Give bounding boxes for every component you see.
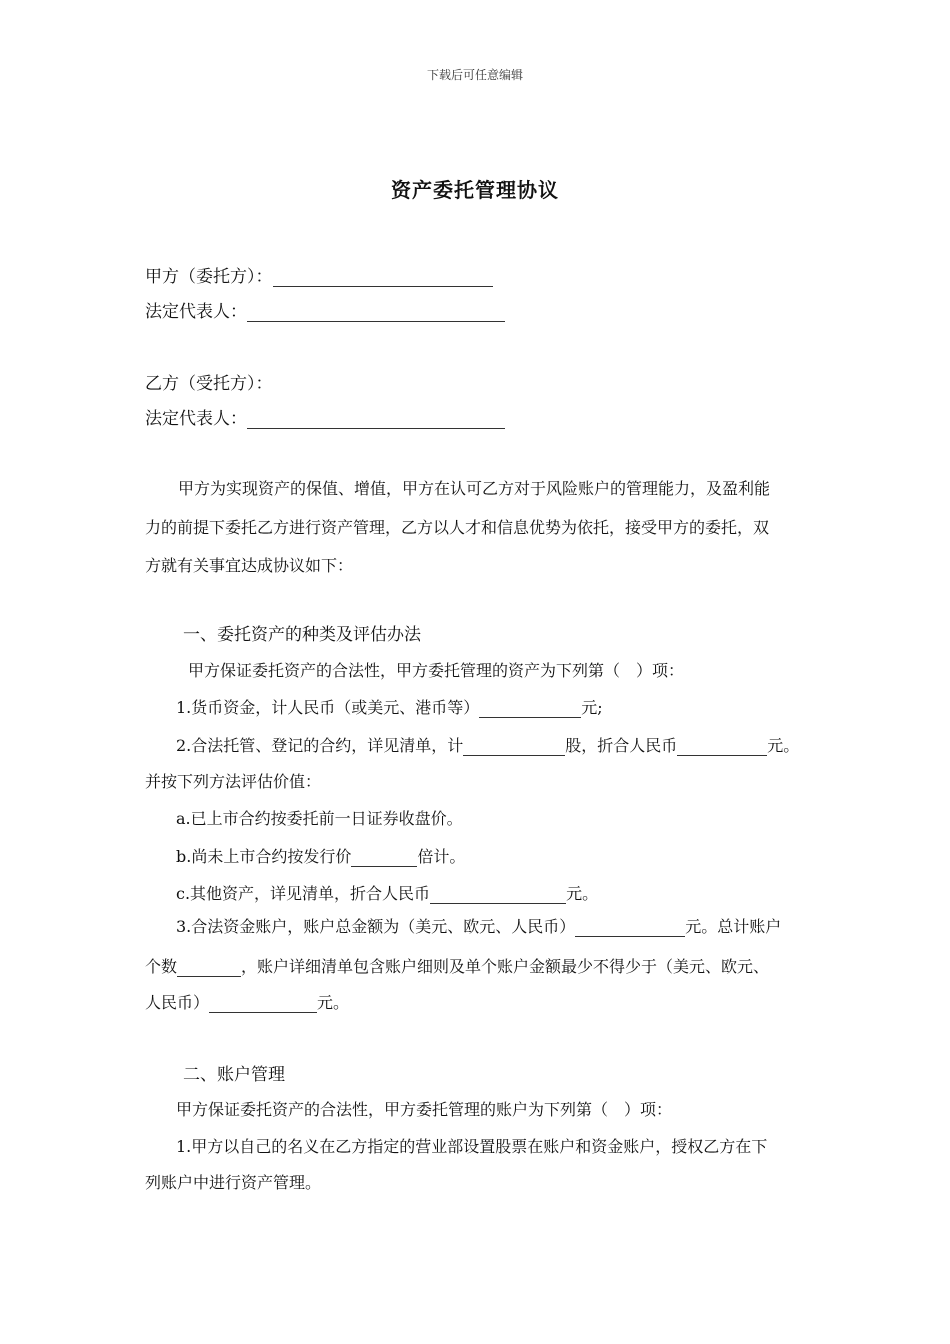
party-a-label: 甲方（委托方）：	[145, 267, 273, 287]
item-2-amount-blank[interactable]	[677, 737, 767, 756]
intro-line-2: 力的前提下委托乙方进行资产管理，乙方以人才和信息优势为依托，接受甲方的委托，双	[145, 518, 770, 537]
section-1-p1: 甲方保证委托资产的合法性，甲方委托管理的资产为下列第（ ）项：	[188, 661, 685, 680]
item-2-mid: 股，折合人民币	[565, 736, 678, 755]
item-3-count-label: 个数	[145, 957, 178, 976]
document-title: 资产委托管理协议	[391, 178, 559, 202]
page-header: 下载后可任意编辑	[426, 68, 523, 82]
item-3-text: 3.合法资金账户，账户总金额为（美元、欧元、人民币）	[176, 917, 576, 936]
intro-line-1: 甲方为实现资产的保值、增值，甲方在认可乙方对于风险账户的管理能力，及盈利能	[178, 479, 771, 498]
item-3-line-3-unit: 元。	[317, 993, 350, 1012]
section-2-item-1-line-1: 1.甲方以自己的名义在乙方指定的营业部设置股票在账户和资金账户，授权乙方在下	[176, 1137, 768, 1156]
party-a-rep-label: 法定代表人：	[145, 302, 247, 322]
section-2-heading: 二、账户管理	[183, 1065, 285, 1085]
item-b-multiple-blank[interactable]	[351, 848, 417, 867]
section-1-item-2-cont: 并按下列方法评估价值：	[145, 772, 322, 791]
section-1-heading: 一、委托资产的种类及评估办法	[183, 625, 421, 645]
party-a-blank[interactable]	[273, 268, 493, 287]
section-1-item-a: a.已上市合约按委托前一日证券收盘价。	[176, 809, 463, 828]
section-1-item-2	[176, 733, 799, 756]
item-3-tail: 元。总计账户	[685, 917, 782, 936]
item-3-line-2-text: ，账户详细清单包含账户细则及单个账户金额最少不得少于（美元、欧元、	[241, 957, 770, 976]
item-2-text: 2.合法托管、登记的合约，详见清单，计	[176, 736, 464, 755]
section-2-p1: 甲方保证委托资产的合法性，甲方委托管理的账户为下列第（ ）项：	[176, 1100, 673, 1119]
item-c-text: c.其他资产，详见清单，折合人民币	[176, 884, 431, 903]
item-1-text: 1.货币资金，计人民币（或美元、港币等）	[176, 698, 480, 717]
party-a-rep-line	[145, 297, 505, 322]
item-c-unit: 元。	[566, 884, 599, 903]
item-1-unit: 元;	[581, 698, 603, 717]
section-1-item-3-line-2	[145, 954, 769, 977]
section-1-item-3-line-3	[145, 990, 349, 1013]
party-b-label: 乙方（受托方）：	[145, 374, 273, 394]
section-1-item-1	[176, 695, 603, 718]
item-3-count-blank[interactable]	[177, 958, 241, 977]
item-b-unit: 倍计。	[417, 847, 466, 866]
item-1-amount-blank[interactable]	[479, 699, 581, 718]
party-b-line	[145, 369, 273, 394]
party-a-line	[145, 262, 493, 287]
item-3-amount-blank[interactable]	[575, 918, 685, 937]
party-b-rep-line	[145, 404, 505, 429]
item-c-amount-blank[interactable]	[430, 885, 566, 904]
party-b-rep-label: 法定代表人：	[145, 409, 247, 429]
item-b-text: b.尚未上市合约按发行价	[176, 847, 352, 866]
party-b-rep-blank[interactable]	[247, 410, 505, 429]
item-2-shares-blank[interactable]	[463, 737, 565, 756]
section-1-item-b	[176, 844, 465, 867]
section-1-item-c	[176, 881, 598, 904]
intro-line-3: 方就有关事宜达成协议如下：	[145, 556, 354, 575]
item-3-line-3-text: 人民币）	[145, 993, 210, 1012]
section-1-item-3	[176, 914, 781, 937]
item-3-min-blank[interactable]	[209, 994, 317, 1013]
item-2-unit: 元。	[767, 736, 800, 755]
section-2-item-1-line-2: 列账户中进行资产管理。	[145, 1173, 322, 1192]
party-a-rep-blank[interactable]	[247, 303, 505, 322]
